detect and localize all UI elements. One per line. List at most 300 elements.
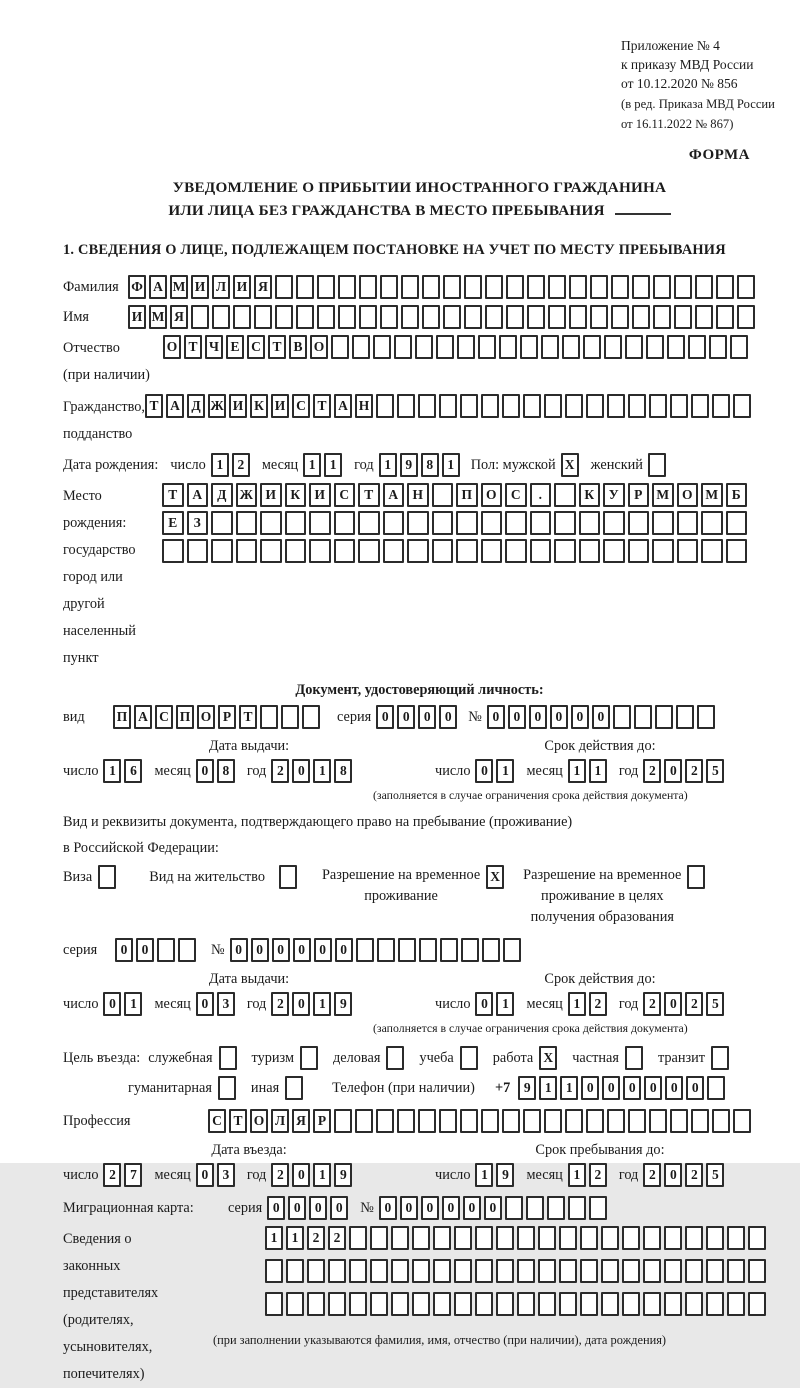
char-box[interactable]: 0: [376, 705, 394, 729]
char-box[interactable]: [418, 1109, 436, 1133]
char-box[interactable]: [691, 1109, 709, 1133]
char-box[interactable]: [433, 1292, 451, 1316]
char-box[interactable]: [652, 539, 674, 563]
char-box[interactable]: [211, 539, 233, 563]
char-box[interactable]: 0: [475, 759, 493, 783]
char-box[interactable]: [655, 705, 673, 729]
char-box[interactable]: [397, 394, 415, 418]
char-box[interactable]: 0: [103, 992, 121, 1016]
char-box[interactable]: Н: [407, 483, 429, 507]
char-box[interactable]: Т: [145, 394, 163, 418]
char-box[interactable]: [649, 1109, 667, 1133]
char-box[interactable]: [527, 275, 545, 299]
char-box[interactable]: 0: [487, 705, 505, 729]
char-box[interactable]: 0: [230, 938, 248, 962]
char-box[interactable]: [590, 305, 608, 329]
char-box[interactable]: [505, 511, 527, 535]
char-box[interactable]: [309, 511, 331, 535]
char-box[interactable]: [601, 1292, 619, 1316]
char-box[interactable]: [265, 1292, 283, 1316]
char-box[interactable]: [726, 511, 748, 535]
char-box[interactable]: [538, 1226, 556, 1250]
char-box[interactable]: [296, 305, 314, 329]
char-box[interactable]: [737, 275, 755, 299]
char-box[interactable]: [625, 335, 643, 359]
char-box[interactable]: 1: [442, 453, 460, 477]
char-box[interactable]: Ф: [128, 275, 146, 299]
char-box[interactable]: [376, 394, 394, 418]
char-box[interactable]: 2: [643, 759, 661, 783]
char-box[interactable]: X: [486, 865, 504, 889]
char-box[interactable]: Р: [218, 705, 236, 729]
char-box[interactable]: [398, 938, 416, 962]
char-box[interactable]: У: [603, 483, 625, 507]
char-box[interactable]: 1: [475, 1163, 493, 1187]
char-box[interactable]: [643, 1259, 661, 1283]
char-box[interactable]: [565, 1109, 583, 1133]
char-box[interactable]: [331, 335, 349, 359]
char-box[interactable]: [667, 335, 685, 359]
char-box[interactable]: И: [309, 483, 331, 507]
char-box[interactable]: 0: [550, 705, 568, 729]
char-box[interactable]: [419, 938, 437, 962]
char-box[interactable]: [162, 539, 184, 563]
char-box[interactable]: [358, 511, 380, 535]
char-box[interactable]: 0: [292, 759, 310, 783]
char-box[interactable]: [502, 1109, 520, 1133]
char-box[interactable]: А: [334, 394, 352, 418]
char-box[interactable]: [580, 1259, 598, 1283]
char-box[interactable]: [685, 1292, 703, 1316]
char-box[interactable]: К: [285, 483, 307, 507]
char-box[interactable]: С: [247, 335, 265, 359]
sex-female-checkbox[interactable]: [648, 453, 669, 477]
char-box[interactable]: 1: [286, 1226, 304, 1250]
char-box[interactable]: 2: [103, 1163, 121, 1187]
char-box[interactable]: Н: [355, 394, 373, 418]
char-box[interactable]: [554, 483, 576, 507]
char-box[interactable]: 0: [602, 1076, 620, 1100]
char-box[interactable]: [517, 1259, 535, 1283]
char-box[interactable]: И: [271, 394, 289, 418]
char-box[interactable]: [317, 275, 335, 299]
char-box[interactable]: [485, 275, 503, 299]
char-box[interactable]: [383, 511, 405, 535]
char-box[interactable]: 9: [518, 1076, 536, 1100]
char-box[interactable]: 0: [293, 938, 311, 962]
char-box[interactable]: [677, 539, 699, 563]
char-box[interactable]: [386, 1046, 404, 1070]
char-box[interactable]: 5: [706, 759, 724, 783]
char-box[interactable]: [178, 938, 196, 962]
char-box[interactable]: Р: [313, 1109, 331, 1133]
char-box[interactable]: [706, 1259, 724, 1283]
char-box[interactable]: [394, 335, 412, 359]
char-box[interactable]: А: [383, 483, 405, 507]
char-box[interactable]: [701, 511, 723, 535]
char-box[interactable]: [748, 1226, 766, 1250]
char-box[interactable]: 1: [539, 1076, 557, 1100]
char-box[interactable]: [358, 539, 380, 563]
char-box[interactable]: [625, 1046, 643, 1070]
char-box[interactable]: [296, 275, 314, 299]
char-box[interactable]: О: [310, 335, 328, 359]
char-box[interactable]: [643, 1292, 661, 1316]
char-box[interactable]: [275, 275, 293, 299]
char-box[interactable]: [652, 511, 674, 535]
char-box[interactable]: [439, 394, 457, 418]
char-box[interactable]: 7: [124, 1163, 142, 1187]
char-box[interactable]: О: [197, 705, 215, 729]
char-box[interactable]: [579, 539, 601, 563]
char-box[interactable]: 0: [330, 1196, 348, 1220]
char-box[interactable]: 0: [581, 1076, 599, 1100]
char-box[interactable]: [538, 1292, 556, 1316]
char-box[interactable]: [569, 305, 587, 329]
char-box[interactable]: [520, 335, 538, 359]
char-box[interactable]: [526, 1196, 544, 1220]
char-box[interactable]: Я: [292, 1109, 310, 1133]
char-box[interactable]: 0: [665, 1076, 683, 1100]
char-box[interactable]: [407, 539, 429, 563]
char-box[interactable]: [481, 1109, 499, 1133]
char-box[interactable]: [604, 335, 622, 359]
char-box[interactable]: 0: [508, 705, 526, 729]
char-box[interactable]: [706, 1226, 724, 1250]
char-box[interactable]: 0: [664, 759, 682, 783]
char-box[interactable]: [712, 394, 730, 418]
char-box[interactable]: М: [652, 483, 674, 507]
char-box[interactable]: 2: [685, 759, 703, 783]
char-box[interactable]: [643, 1226, 661, 1250]
char-box[interactable]: [286, 1292, 304, 1316]
char-box[interactable]: [674, 305, 692, 329]
char-box[interactable]: [559, 1292, 577, 1316]
char-box[interactable]: 1: [568, 992, 586, 1016]
char-box[interactable]: [454, 1259, 472, 1283]
char-box[interactable]: С: [505, 483, 527, 507]
char-box[interactable]: [695, 275, 713, 299]
char-box[interactable]: [544, 394, 562, 418]
char-box[interactable]: [436, 335, 454, 359]
char-box[interactable]: [527, 305, 545, 329]
char-box[interactable]: [456, 539, 478, 563]
char-box[interactable]: [634, 705, 652, 729]
char-box[interactable]: 0: [196, 1163, 214, 1187]
char-box[interactable]: [685, 1259, 703, 1283]
char-box[interactable]: [590, 275, 608, 299]
char-box[interactable]: 0: [292, 992, 310, 1016]
char-box[interactable]: [727, 1292, 745, 1316]
char-box[interactable]: 0: [463, 1196, 481, 1220]
char-box[interactable]: [464, 275, 482, 299]
char-box[interactable]: П: [176, 705, 194, 729]
char-box[interactable]: К: [250, 394, 268, 418]
char-box[interactable]: [676, 705, 694, 729]
char-box[interactable]: [653, 275, 671, 299]
char-box[interactable]: X: [539, 1046, 557, 1070]
char-box[interactable]: И: [128, 305, 146, 329]
char-box[interactable]: [568, 1196, 586, 1220]
char-box[interactable]: 0: [335, 938, 353, 962]
char-box[interactable]: О: [481, 483, 503, 507]
char-box[interactable]: [275, 305, 293, 329]
purpose-other-checkbox[interactable]: [285, 1076, 306, 1100]
char-box[interactable]: [285, 1076, 303, 1100]
char-box[interactable]: [748, 1259, 766, 1283]
char-box[interactable]: [370, 1292, 388, 1316]
char-box[interactable]: [559, 1226, 577, 1250]
char-box[interactable]: [279, 865, 297, 889]
char-box[interactable]: [254, 305, 272, 329]
char-box[interactable]: 6: [124, 759, 142, 783]
char-box[interactable]: К: [579, 483, 601, 507]
char-box[interactable]: [334, 539, 356, 563]
char-box[interactable]: [260, 705, 278, 729]
char-box[interactable]: 1: [124, 992, 142, 1016]
char-box[interactable]: 0: [484, 1196, 502, 1220]
char-box[interactable]: [349, 1259, 367, 1283]
char-box[interactable]: [317, 305, 335, 329]
char-box[interactable]: [285, 511, 307, 535]
char-box[interactable]: 1: [211, 453, 229, 477]
char-box[interactable]: [481, 394, 499, 418]
char-box[interactable]: [475, 1259, 493, 1283]
char-box[interactable]: 2: [271, 759, 289, 783]
char-box[interactable]: [349, 1226, 367, 1250]
char-box[interactable]: [611, 305, 629, 329]
char-box[interactable]: [670, 394, 688, 418]
char-box[interactable]: И: [229, 394, 247, 418]
char-box[interactable]: [709, 335, 727, 359]
char-box[interactable]: А: [149, 275, 167, 299]
char-box[interactable]: М: [149, 305, 167, 329]
char-box[interactable]: [481, 511, 503, 535]
char-box[interactable]: [370, 1226, 388, 1250]
char-box[interactable]: 0: [439, 705, 457, 729]
char-box[interactable]: [328, 1259, 346, 1283]
char-box[interactable]: С: [292, 394, 310, 418]
char-box[interactable]: [664, 1292, 682, 1316]
char-box[interactable]: Д: [187, 394, 205, 418]
char-box[interactable]: .: [530, 483, 552, 507]
char-box[interactable]: [726, 539, 748, 563]
char-box[interactable]: [707, 1076, 725, 1100]
char-box[interactable]: С: [334, 483, 356, 507]
char-box[interactable]: [505, 539, 527, 563]
char-box[interactable]: [517, 1292, 535, 1316]
char-box[interactable]: [401, 275, 419, 299]
char-box[interactable]: 8: [421, 453, 439, 477]
char-box[interactable]: [355, 1109, 373, 1133]
char-box[interactable]: [236, 511, 258, 535]
char-box[interactable]: [285, 539, 307, 563]
char-box[interactable]: [443, 275, 461, 299]
char-box[interactable]: Я: [170, 305, 188, 329]
char-box[interactable]: 0: [251, 938, 269, 962]
char-box[interactable]: [260, 511, 282, 535]
purpose-work-checkbox[interactable]: [539, 1046, 560, 1070]
char-box[interactable]: [485, 305, 503, 329]
char-box[interactable]: [603, 539, 625, 563]
char-box[interactable]: И: [233, 275, 251, 299]
char-box[interactable]: [422, 275, 440, 299]
char-box[interactable]: 0: [475, 992, 493, 1016]
char-box[interactable]: [233, 305, 251, 329]
char-box[interactable]: 1: [568, 1163, 586, 1187]
char-box[interactable]: 0: [571, 705, 589, 729]
char-box[interactable]: [554, 539, 576, 563]
char-box[interactable]: [517, 1226, 535, 1250]
char-box[interactable]: А: [166, 394, 184, 418]
char-box[interactable]: [506, 305, 524, 329]
char-box[interactable]: [701, 539, 723, 563]
char-box[interactable]: [98, 865, 116, 889]
char-box[interactable]: 0: [196, 759, 214, 783]
char-box[interactable]: [418, 394, 436, 418]
char-box[interactable]: Л: [212, 275, 230, 299]
char-box[interactable]: И: [260, 483, 282, 507]
char-box[interactable]: [338, 305, 356, 329]
char-box[interactable]: [236, 539, 258, 563]
char-box[interactable]: [653, 305, 671, 329]
char-box[interactable]: [664, 1259, 682, 1283]
char-box[interactable]: [628, 394, 646, 418]
char-box[interactable]: 2: [685, 992, 703, 1016]
char-box[interactable]: [496, 1226, 514, 1250]
char-box[interactable]: [432, 483, 454, 507]
char-box[interactable]: [440, 938, 458, 962]
char-box[interactable]: [548, 275, 566, 299]
char-box[interactable]: [603, 511, 625, 535]
char-box[interactable]: 1: [496, 992, 514, 1016]
char-box[interactable]: 1: [313, 1163, 331, 1187]
char-box[interactable]: [359, 305, 377, 329]
char-box[interactable]: [334, 1109, 352, 1133]
char-box[interactable]: 2: [328, 1226, 346, 1250]
purpose-private-checkbox[interactable]: [625, 1046, 646, 1070]
char-box[interactable]: [733, 394, 751, 418]
char-box[interactable]: [349, 1292, 367, 1316]
char-box[interactable]: 0: [379, 1196, 397, 1220]
char-box[interactable]: [328, 1292, 346, 1316]
char-box[interactable]: [334, 511, 356, 535]
char-box[interactable]: [583, 335, 601, 359]
char-box[interactable]: 1: [313, 759, 331, 783]
char-box[interactable]: [475, 1292, 493, 1316]
char-box[interactable]: [359, 275, 377, 299]
char-box[interactable]: [632, 275, 650, 299]
char-box[interactable]: [695, 305, 713, 329]
char-box[interactable]: [218, 1076, 236, 1100]
char-box[interactable]: [191, 305, 209, 329]
purpose-business-checkbox[interactable]: [386, 1046, 407, 1070]
char-box[interactable]: 2: [232, 453, 250, 477]
char-box[interactable]: [711, 1046, 729, 1070]
char-box[interactable]: [716, 275, 734, 299]
char-box[interactable]: [460, 394, 478, 418]
char-box[interactable]: [691, 394, 709, 418]
char-box[interactable]: [716, 305, 734, 329]
char-box[interactable]: [460, 1046, 478, 1070]
char-box[interactable]: 0: [418, 705, 436, 729]
char-box[interactable]: Ч: [205, 335, 223, 359]
char-box[interactable]: [376, 1109, 394, 1133]
char-box[interactable]: [496, 1259, 514, 1283]
purpose-official-checkbox[interactable]: [219, 1046, 240, 1070]
char-box[interactable]: [697, 705, 715, 729]
char-box[interactable]: [580, 1226, 598, 1250]
char-box[interactable]: [565, 394, 583, 418]
char-box[interactable]: [712, 1109, 730, 1133]
char-box[interactable]: Е: [226, 335, 244, 359]
char-box[interactable]: [412, 1259, 430, 1283]
char-box[interactable]: [482, 938, 500, 962]
char-box[interactable]: [502, 394, 520, 418]
char-box[interactable]: С: [208, 1109, 226, 1133]
char-box[interactable]: [628, 1109, 646, 1133]
char-box[interactable]: Т: [358, 483, 380, 507]
char-box[interactable]: Т: [239, 705, 257, 729]
char-box[interactable]: [412, 1226, 430, 1250]
char-box[interactable]: [628, 511, 650, 535]
char-box[interactable]: Т: [184, 335, 202, 359]
char-box[interactable]: О: [677, 483, 699, 507]
char-box[interactable]: [433, 1259, 451, 1283]
purpose-tourism-checkbox[interactable]: [300, 1046, 321, 1070]
char-box[interactable]: [380, 275, 398, 299]
char-box[interactable]: 0: [309, 1196, 327, 1220]
char-box[interactable]: 3: [217, 992, 235, 1016]
char-box[interactable]: [586, 1109, 604, 1133]
char-box[interactable]: [391, 1259, 409, 1283]
char-box[interactable]: [407, 511, 429, 535]
char-box[interactable]: [454, 1292, 472, 1316]
char-box[interactable]: 1: [313, 992, 331, 1016]
char-box[interactable]: З: [187, 511, 209, 535]
char-box[interactable]: [554, 511, 576, 535]
char-box[interactable]: [664, 1226, 682, 1250]
char-box[interactable]: 1: [265, 1226, 283, 1250]
char-box[interactable]: 2: [307, 1226, 325, 1250]
char-box[interactable]: [687, 865, 705, 889]
char-box[interactable]: [544, 1109, 562, 1133]
char-box[interactable]: [607, 394, 625, 418]
char-box[interactable]: 2: [589, 1163, 607, 1187]
char-box[interactable]: [607, 1109, 625, 1133]
char-box[interactable]: [481, 539, 503, 563]
char-box[interactable]: [496, 1292, 514, 1316]
char-box[interactable]: [307, 1259, 325, 1283]
char-box[interactable]: [401, 305, 419, 329]
char-box[interactable]: [422, 305, 440, 329]
char-box[interactable]: 0: [288, 1196, 306, 1220]
char-box[interactable]: 9: [496, 1163, 514, 1187]
char-box[interactable]: [670, 1109, 688, 1133]
char-box[interactable]: 0: [292, 1163, 310, 1187]
char-box[interactable]: [601, 1226, 619, 1250]
char-box[interactable]: [443, 305, 461, 329]
char-box[interactable]: 0: [442, 1196, 460, 1220]
char-box[interactable]: 8: [217, 759, 235, 783]
char-box[interactable]: [601, 1259, 619, 1283]
char-box[interactable]: [733, 1109, 751, 1133]
char-box[interactable]: 0: [686, 1076, 704, 1100]
char-box[interactable]: [727, 1259, 745, 1283]
char-box[interactable]: [562, 335, 580, 359]
char-box[interactable]: М: [701, 483, 723, 507]
char-box[interactable]: [505, 1196, 523, 1220]
